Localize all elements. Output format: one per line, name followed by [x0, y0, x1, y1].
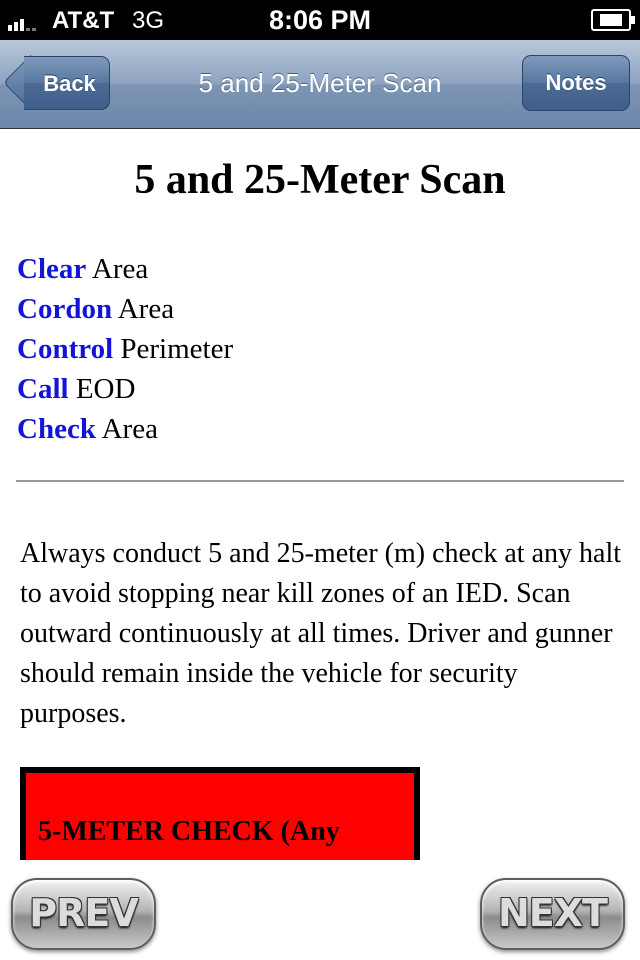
step-text: Perimeter	[120, 333, 234, 365]
step-keyword: Clear	[17, 253, 87, 285]
step-item	[17, 409, 233, 449]
navigation-bar	[0, 40, 640, 129]
prev-button[interactable]: PREV	[11, 878, 156, 950]
status-bar	[0, 0, 640, 40]
description-paragraph: Always conduct 5 and 25-meter (m) check at any halt to avoid stopping near kill zones of an IED. Scan outward continuously at all times. Driver and gunner should remain inside the vehicle for security purposes.	[20, 538, 622, 729]
status-time: 8:06 PM	[268, 5, 372, 35]
notes-button[interactable]: Notes	[522, 55, 630, 111]
alert-box-heading: 5-METER CHECK (Any	[38, 816, 340, 847]
step-keyword: Check	[17, 413, 96, 445]
step-item	[17, 289, 233, 329]
page-title: 5 and 25-Meter Scan	[134, 157, 506, 203]
step-keyword: Cordon	[17, 293, 113, 325]
step-keyword: Control	[17, 333, 114, 365]
step-text: EOD	[75, 373, 136, 405]
step-text: Area	[117, 293, 175, 325]
divider	[16, 480, 624, 482]
battery-charging-icon	[591, 9, 631, 31]
next-button[interactable]: NEXT	[480, 878, 625, 950]
step-item	[17, 249, 233, 289]
network-type: 3G	[132, 7, 165, 34]
step-item	[17, 329, 233, 369]
carrier-name: AT&T	[52, 7, 115, 34]
nav-title: 5 and 25-Meter Scan	[198, 68, 442, 98]
content-area[interactable]	[0, 129, 640, 860]
footer-toolbar	[0, 860, 640, 960]
step-text: Area	[101, 413, 158, 445]
alert-box	[20, 767, 420, 860]
back-button[interactable]: Back	[24, 56, 110, 110]
steps-list	[17, 249, 233, 449]
step-text: Area	[91, 253, 149, 285]
step-keyword: Call	[17, 373, 69, 405]
step-item	[17, 369, 233, 409]
